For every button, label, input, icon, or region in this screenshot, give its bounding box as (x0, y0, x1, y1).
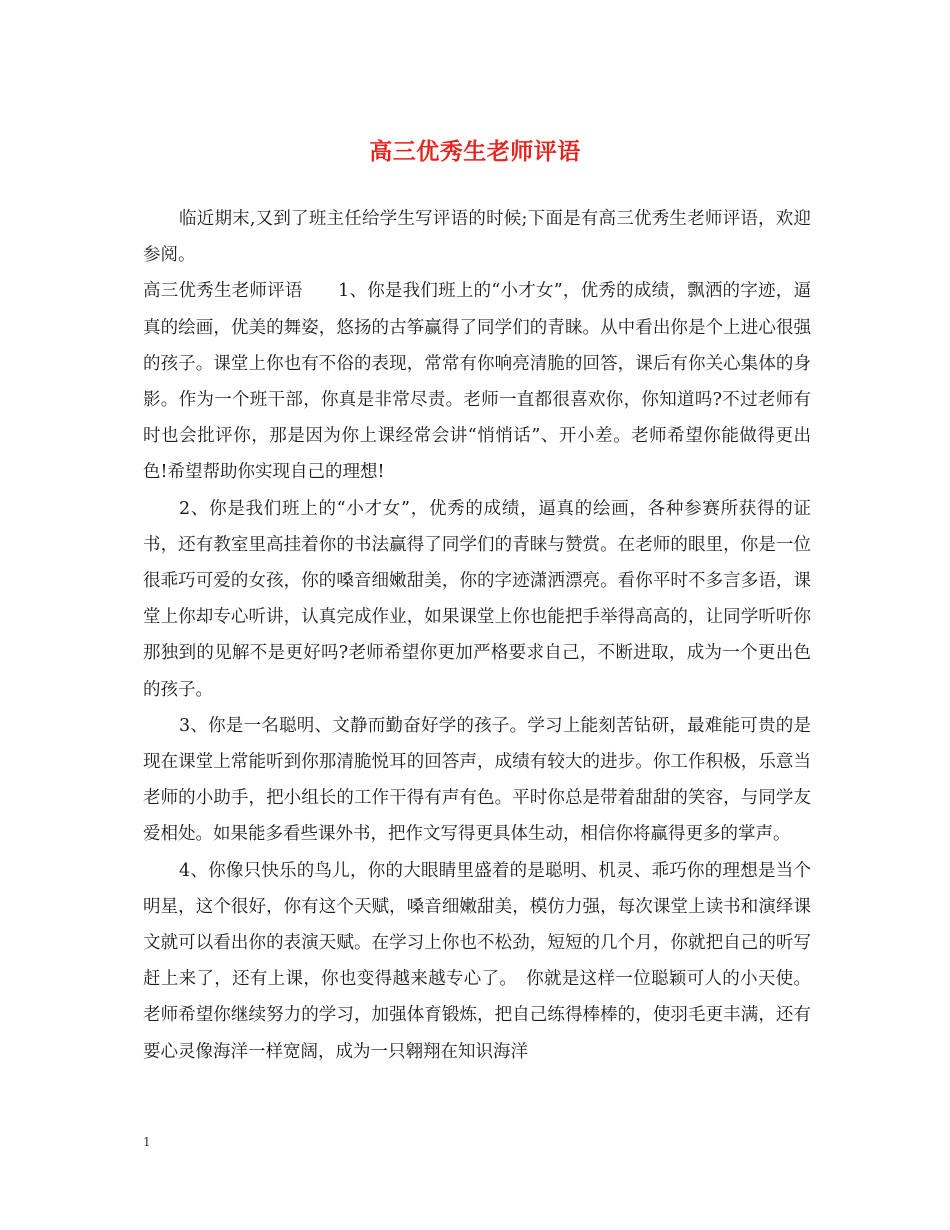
document-body (143, 201, 811, 1070)
paragraph-comment-1: 高三优秀生老师评语 1、你是我们班上的“小才女”，优秀的成绩，飘洒的字迹，逼真的绘画，优美的舞姿，悠扬的古筝赢得了同学们的青睐。从中看出你是个上进心很强的孩子。课堂上你也有不俗的表现，常常有你响亮清脆的回答，课后有你关心集体的身影。作为一个班干部，你真是非常尽责。老师一直都很喜欢你，你知道吗?不过老师有时也会批评你，那是因为你上课经常会讲“悄悄话”、开小差。老师希望你能做得更出色!希望帮助你实现自己的理想! (143, 281, 811, 483)
paragraph-comment-2: 2、你是我们班上的“小才女”，优秀的成绩，逼真的绘画，各种参赛所获得的证书，还有教室里高挂着你的书法赢得了同学们的青睐与赞赏。在老师的眼里，你是一位很乖巧可爱的女孩，你的嗓音细嫩甜美，你的字迹潇洒漂亮。看你平时不多言多语，课堂上你却专心听讲，认真完成作业，如果课堂上你也能把手举得高高的，让同学听听你那独到的见解不是更好吗?老师希望你更加严格要求自己，不断进取，成为一个更出色的孩子。 (143, 498, 811, 700)
paragraph-intro: 临近期末,又到了班主任给学生写评语的时候;下面是有高三优秀生老师评语，欢迎参阅。 (143, 209, 811, 266)
document-title: 高三优秀生老师评语 (369, 138, 581, 165)
paragraph-comment-4: 4、你像只快乐的鸟儿，你的大眼睛里盛着的是聪明、机灵、乖巧你的理想是当个明星，这个很好，你有这个天赋，嗓音细嫩甜美，模仿力强，每次课堂上读书和演绎课文就可以看出你的表演天赋。在学习上你也不松劲，短短的几个月，你就把自己的听写赶上来了，还有上课，你也变得越来越专心了。 你就是这样一位聪颖可人的小天使。老师希望你继续努力的学习，加强体育锻炼，把自己练得棒棒的，使羽毛更丰满，还有要心灵像海洋一样宽阔，成为一只翱翔在知识海洋 (143, 860, 811, 1062)
paragraph-comment-3: 3、你是一名聪明、文静而勤奋好学的孩子。学习上能刻苦钻研，最难能可贵的是现在课堂上常能听到你那清脆悦耳的回答声，成绩有较大的进步。你工作积极，乐意当老师的小助手，把小组长的工作干得有声有色。平时你总是带着甜甜的笑容，与同学友爱相处。如果能多看些课外书，把作文写得更具体生动，相信你将赢得更多的掌声。 (143, 715, 811, 845)
page-number: 1 (143, 1135, 151, 1149)
